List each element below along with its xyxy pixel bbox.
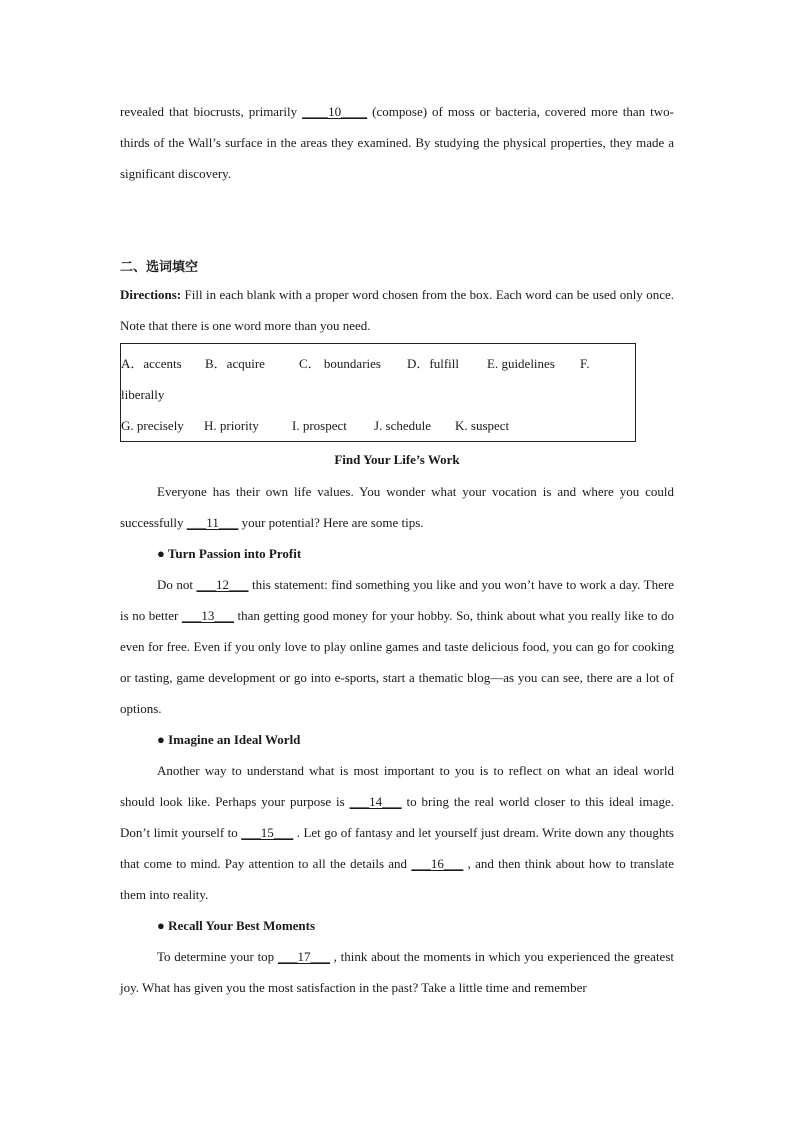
article-paragraph-2 (120, 569, 674, 724)
document-page (120, 96, 674, 1003)
subheading-2: ● Imagine an Ideal World (157, 732, 301, 747)
article-paragraph-4 (120, 941, 674, 1003)
article-title: Find Your Life’s Work (334, 452, 460, 467)
intro-text-b: (compose) of moss or bacteria, covered more than two-thirds of the Wall’s surface in the areas they examined. By studying the physical properties, they made a significant discovery. (120, 104, 674, 181)
blank-13: ___13___ (181, 608, 234, 623)
subheading-3: ● Recall Your Best Moments (157, 918, 316, 933)
blank-10: ____10____ (302, 104, 368, 119)
intro-paragraph (120, 96, 674, 189)
word-option-k: K. suspect (455, 418, 510, 433)
word-box (120, 343, 636, 442)
word-option-e: E. guidelines (487, 356, 555, 371)
p2-text-c: than getting good money for your hobby. So, think about what you really like to do even for free. Even if you only love to play online games and taste delicious food, you can go for cooking or tasting, game development or go into e-sports, start a thematic blog—as you can see, there are a lot of options. (120, 608, 675, 716)
word-option-f-text: liberally (121, 387, 165, 402)
p3-text-d: , and then think about how to translate them into reality. (120, 856, 674, 902)
word-option-i: I. prospect (292, 418, 347, 433)
blank-11: ___11___ (186, 515, 239, 530)
intro-text-a: revealed that biocrusts, primarily (120, 104, 303, 119)
word-option-f: F. (580, 356, 590, 371)
p2-text-b: this statement: find something you like and you won’t have to work a day. There is no better (120, 577, 674, 623)
word-box-row-1 (121, 348, 635, 379)
word-option-h: H. priority (204, 418, 259, 433)
article-paragraph-1 (120, 476, 674, 538)
p3-text-b: to bring the real world closer to this ideal image. Don’t limit yourself to (120, 794, 674, 840)
blank-16: ___16___ (411, 856, 464, 871)
blank-14: ___14___ (349, 794, 402, 809)
word-option-d: D．fulfill (407, 356, 459, 371)
subheading-1: ● Turn Passion into Profit (157, 546, 302, 561)
p1-text-a: Everyone has their own life values. You wonder what your vocation is and where you could successfully (120, 484, 674, 530)
p2-text-a: Do not (157, 577, 197, 592)
word-option-a: A．accents (121, 356, 182, 371)
directions-label: Directions: (120, 287, 182, 302)
article-paragraph-3 (120, 755, 674, 910)
directions-text: Fill in each blank with a proper word chosen from the box. Each word can be used only once. Note that there is one word more than you need. (120, 287, 674, 333)
p4-text-a: To determine your top (157, 949, 278, 964)
word-box-row-3 (121, 410, 635, 441)
p3-text-c: . Let go of fantasy and let yourself just dream. Write down any thoughts that come to mind. Pay attention to all the details and (120, 825, 674, 871)
word-option-b: B．acquire (205, 356, 265, 371)
p1-text-b: your potential? Here are some tips. (238, 515, 424, 530)
directions (120, 279, 674, 341)
word-box-row-2 (121, 379, 635, 410)
blank-17: ___17___ (277, 949, 330, 964)
word-option-g: G. precisely (121, 418, 184, 433)
blank-15: ___15___ (241, 825, 294, 840)
section-title: 二、选词填空 (120, 260, 199, 275)
word-option-j: J. schedule (374, 418, 432, 433)
blank-12: ___12___ (196, 577, 249, 592)
p4-text-b: , think about the moments in which you experienced the greatest joy. What has given you the most satisfaction in the past? Take a little time and remember (120, 949, 674, 995)
p3-text-a: Another way to understand what is most important to you is to reflect on what an ideal world should look like. Perhaps your purpose is (120, 763, 674, 809)
word-option-c: C． boundaries (299, 356, 381, 371)
